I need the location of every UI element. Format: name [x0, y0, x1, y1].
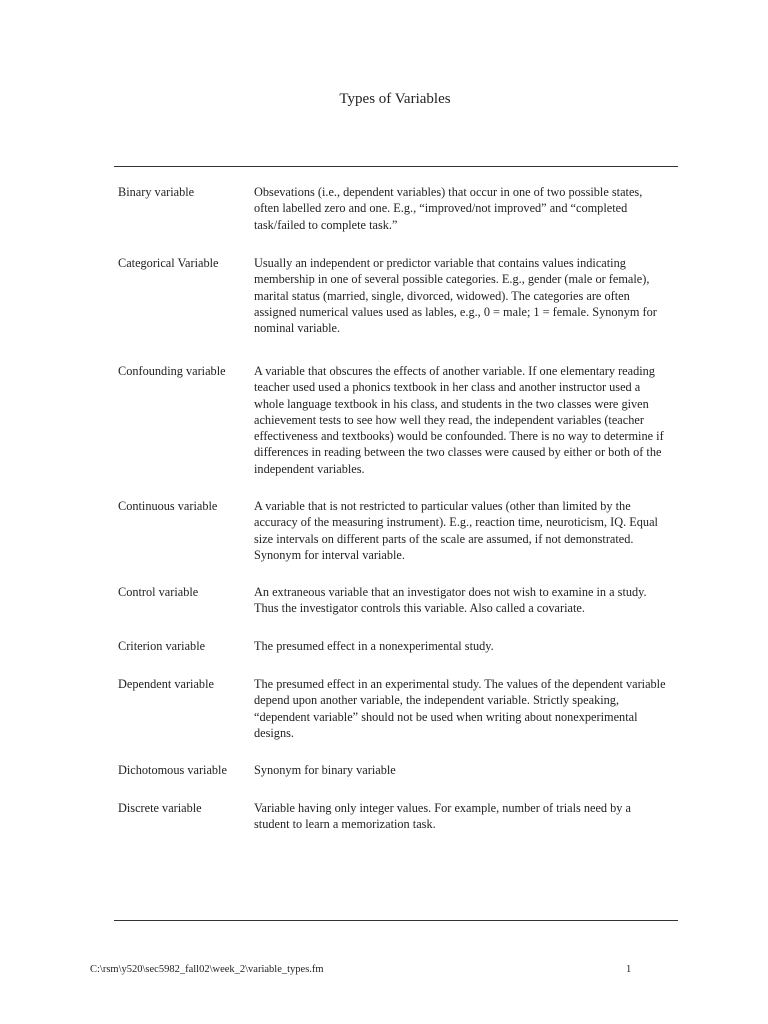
- term-label: Control variable: [118, 585, 199, 599]
- definition-text: The presumed effect in an experimental study. The values of the dependent variable depend upon another variable, the independent variable. Strictly speaking, “dependent variable” should not be used when writing about nonexperimental designs.: [254, 677, 666, 740]
- definition-text: Synonym for binary variable: [254, 763, 396, 777]
- definition-text: The presumed effect in a nonexperimental study.: [254, 639, 494, 653]
- term-label: Binary variable: [118, 185, 195, 199]
- term-label: Confounding variable: [118, 364, 226, 378]
- definition-entry-dependent-variable: [118, 676, 666, 762]
- definition-text: Obsevations (i.e., dependent variables) that occur in one of two possible states, often labelled zero and one. E.g., “improved/not improved” and “completed task/failed to complete task.”: [254, 185, 643, 232]
- definition-entry-dichotomous-variable: [118, 762, 666, 800]
- footer-page-number: 1: [626, 964, 632, 975]
- definitions-list: [118, 184, 666, 840]
- top-divider: [114, 166, 678, 167]
- term-label: Dependent variable: [118, 677, 214, 691]
- definition-entry-control-variable: [118, 584, 666, 638]
- definition-entry-discrete-variable: [118, 800, 666, 840]
- bottom-divider: [114, 920, 678, 921]
- definition-entry-confounding-variable: [118, 363, 666, 498]
- term-label: Categorical Variable: [118, 256, 219, 270]
- term-label: Discrete variable: [118, 801, 202, 815]
- page-title: Types of Variables: [339, 91, 451, 107]
- term-label: Dichotomous variable: [118, 763, 227, 777]
- footer-file-path: C:\rsm\y520\sec5982_fall02\week_2\variable_types.fm: [90, 964, 324, 975]
- term-label: Continuous variable: [118, 499, 218, 513]
- definition-entry-binary-variable: [118, 184, 666, 255]
- definition-entry-continuous-variable: [118, 498, 666, 584]
- definition-text: An extraneous variable that an investigator does not wish to examine in a study. Thus the investigator controls this variable. Also called a covariate.: [254, 585, 647, 616]
- definition-text: Variable having only integer values. For example, number of trials need by a student to learn a memorization task.: [254, 801, 631, 832]
- term-label: Criterion variable: [118, 639, 206, 653]
- definition-text: A variable that obscures the effects of another variable. If one elementary reading teacher used used a phonics textbook in her class and another instructor used a whole language textbook in his class, and students in the two classes were given achievement tests to see how well they read, the independent variables (teacher effectiveness and textbooks) would be confounded. There is no way to determine if differences in reading between the two classes were caused by either or both of the independent variables.: [254, 364, 664, 476]
- definition-text: A variable that is not restricted to particular values (other than limited by the accuracy of the measuring instrument). E.g., reaction time, neuroticism, IQ. Equal size intervals on different parts of the scale are assumed, if not demonstrated. Synonym for interval variable.: [254, 499, 658, 562]
- definition-text: Usually an independent or predictor variable that contains values indicating membership in one of several possible categories. E.g., gender (male or female), marital status (married, single, divorced, widowed). The categories are often assigned numerical values used as lables, e.g., 0 = male; 1 = female. Synonym for nominal variable.: [254, 256, 657, 336]
- definition-entry-categorical-variable: [118, 255, 666, 363]
- definition-entry-criterion-variable: [118, 638, 666, 676]
